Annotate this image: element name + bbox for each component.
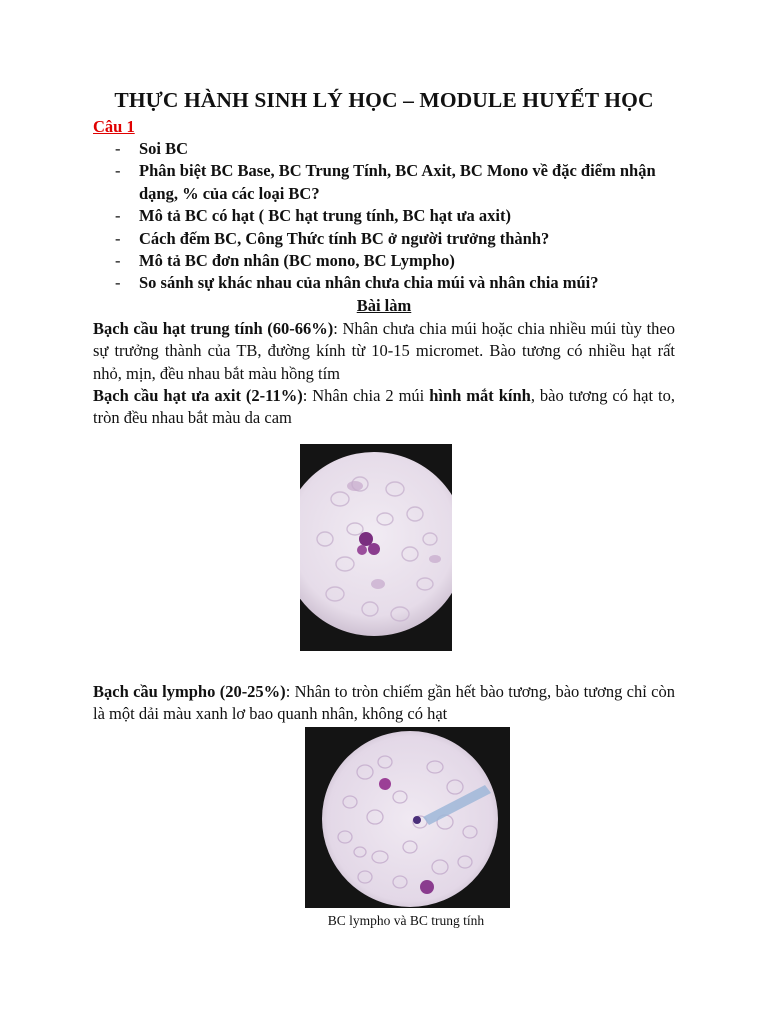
microscope-field-2 — [305, 727, 510, 908]
list-item — [93, 205, 679, 227]
list-item — [93, 160, 679, 205]
neutrophil-text: : Nhân chưa chia múi hoặc chia nhiều múi tùy theo sự trưởng thành của TB, đường kính từ 10-15 micromet. Bào tương có nhiều hạt rất nhỏ, mịn, đều nhau bắt màu hồng tím — [93, 319, 676, 383]
list-item — [93, 250, 679, 272]
list-item — [93, 138, 679, 160]
microscope-field-1 — [300, 444, 452, 651]
lymphocyte-neutrophil-micrograph — [305, 727, 510, 908]
eosinophil-micrograph — [300, 444, 452, 651]
eosinophil-term: Bạch cầu hạt ưa axit (2-11%) — [93, 386, 303, 405]
bullet-dash: - — [115, 251, 121, 271]
lymphocyte-paragraph — [93, 681, 675, 726]
answer-heading: Bài làm — [356, 296, 412, 315]
question-label: Câu 1 — [93, 117, 135, 136]
list-item-text: Phân biệt BC Base, BC Trung Tính, BC Axit, BC Mono về đặc điểm nhận dạng, % của các loại BC? — [139, 161, 656, 203]
eosinophil-text-after: , bào tương có hạt to, tròn đều nhau bắt màu da cam — [93, 386, 675, 428]
eosinophil-text-before: : Nhân chia 2 múi — [302, 386, 430, 405]
lymphocyte-cell — [379, 778, 391, 790]
bullet-dash: - — [115, 273, 121, 293]
lymphocyte-text: : Nhân to tròn chiếm gần hết bào tương, bào tương chỉ còn là một dải màu xanh lơ bao quanh nhân, không có hạt — [93, 682, 676, 724]
list-item-text: Cách đếm BC, Công Thức tính BC ở người trưởng thành? — [139, 228, 550, 248]
neutrophil-paragraph — [93, 318, 675, 385]
neutrophil-term: Bạch cầu hạt trung tính (60-66%) — [93, 319, 334, 338]
bullet-dash: - — [115, 139, 121, 158]
microscope-field — [322, 731, 498, 907]
list-item-text: Mô tả BC đơn nhân (BC mono, BC Lympho) — [139, 251, 455, 271]
list-item-text: Soi BC — [139, 139, 189, 158]
question-list — [93, 138, 679, 295]
small-cell — [413, 816, 421, 824]
bullet-dash: - — [115, 228, 121, 248]
list-item — [93, 272, 679, 294]
figure-caption: BC lympho và BC trung tính — [327, 913, 485, 928]
lymphocyte-term: Bạch cầu lympho (20-25%) — [93, 682, 286, 701]
page-title: THỰC HÀNH SINH LÝ HỌC – MODULE HUYẾT HỌC — [114, 88, 654, 112]
list-item-text: Mô tả BC có hạt ( BC hạt trung tính, BC hạt ưa axit) — [139, 206, 511, 226]
eosinophil-emphasis: hình mắt kính — [429, 386, 531, 405]
list-item-text: So sánh sự khác nhau của nhân chưa chia múi và nhân chia múi? — [139, 273, 599, 293]
neutrophil-cell — [420, 880, 434, 894]
list-item — [93, 228, 679, 250]
bullet-dash: - — [115, 161, 121, 181]
bullet-dash: - — [115, 206, 121, 226]
eosinophil-paragraph — [93, 385, 675, 430]
